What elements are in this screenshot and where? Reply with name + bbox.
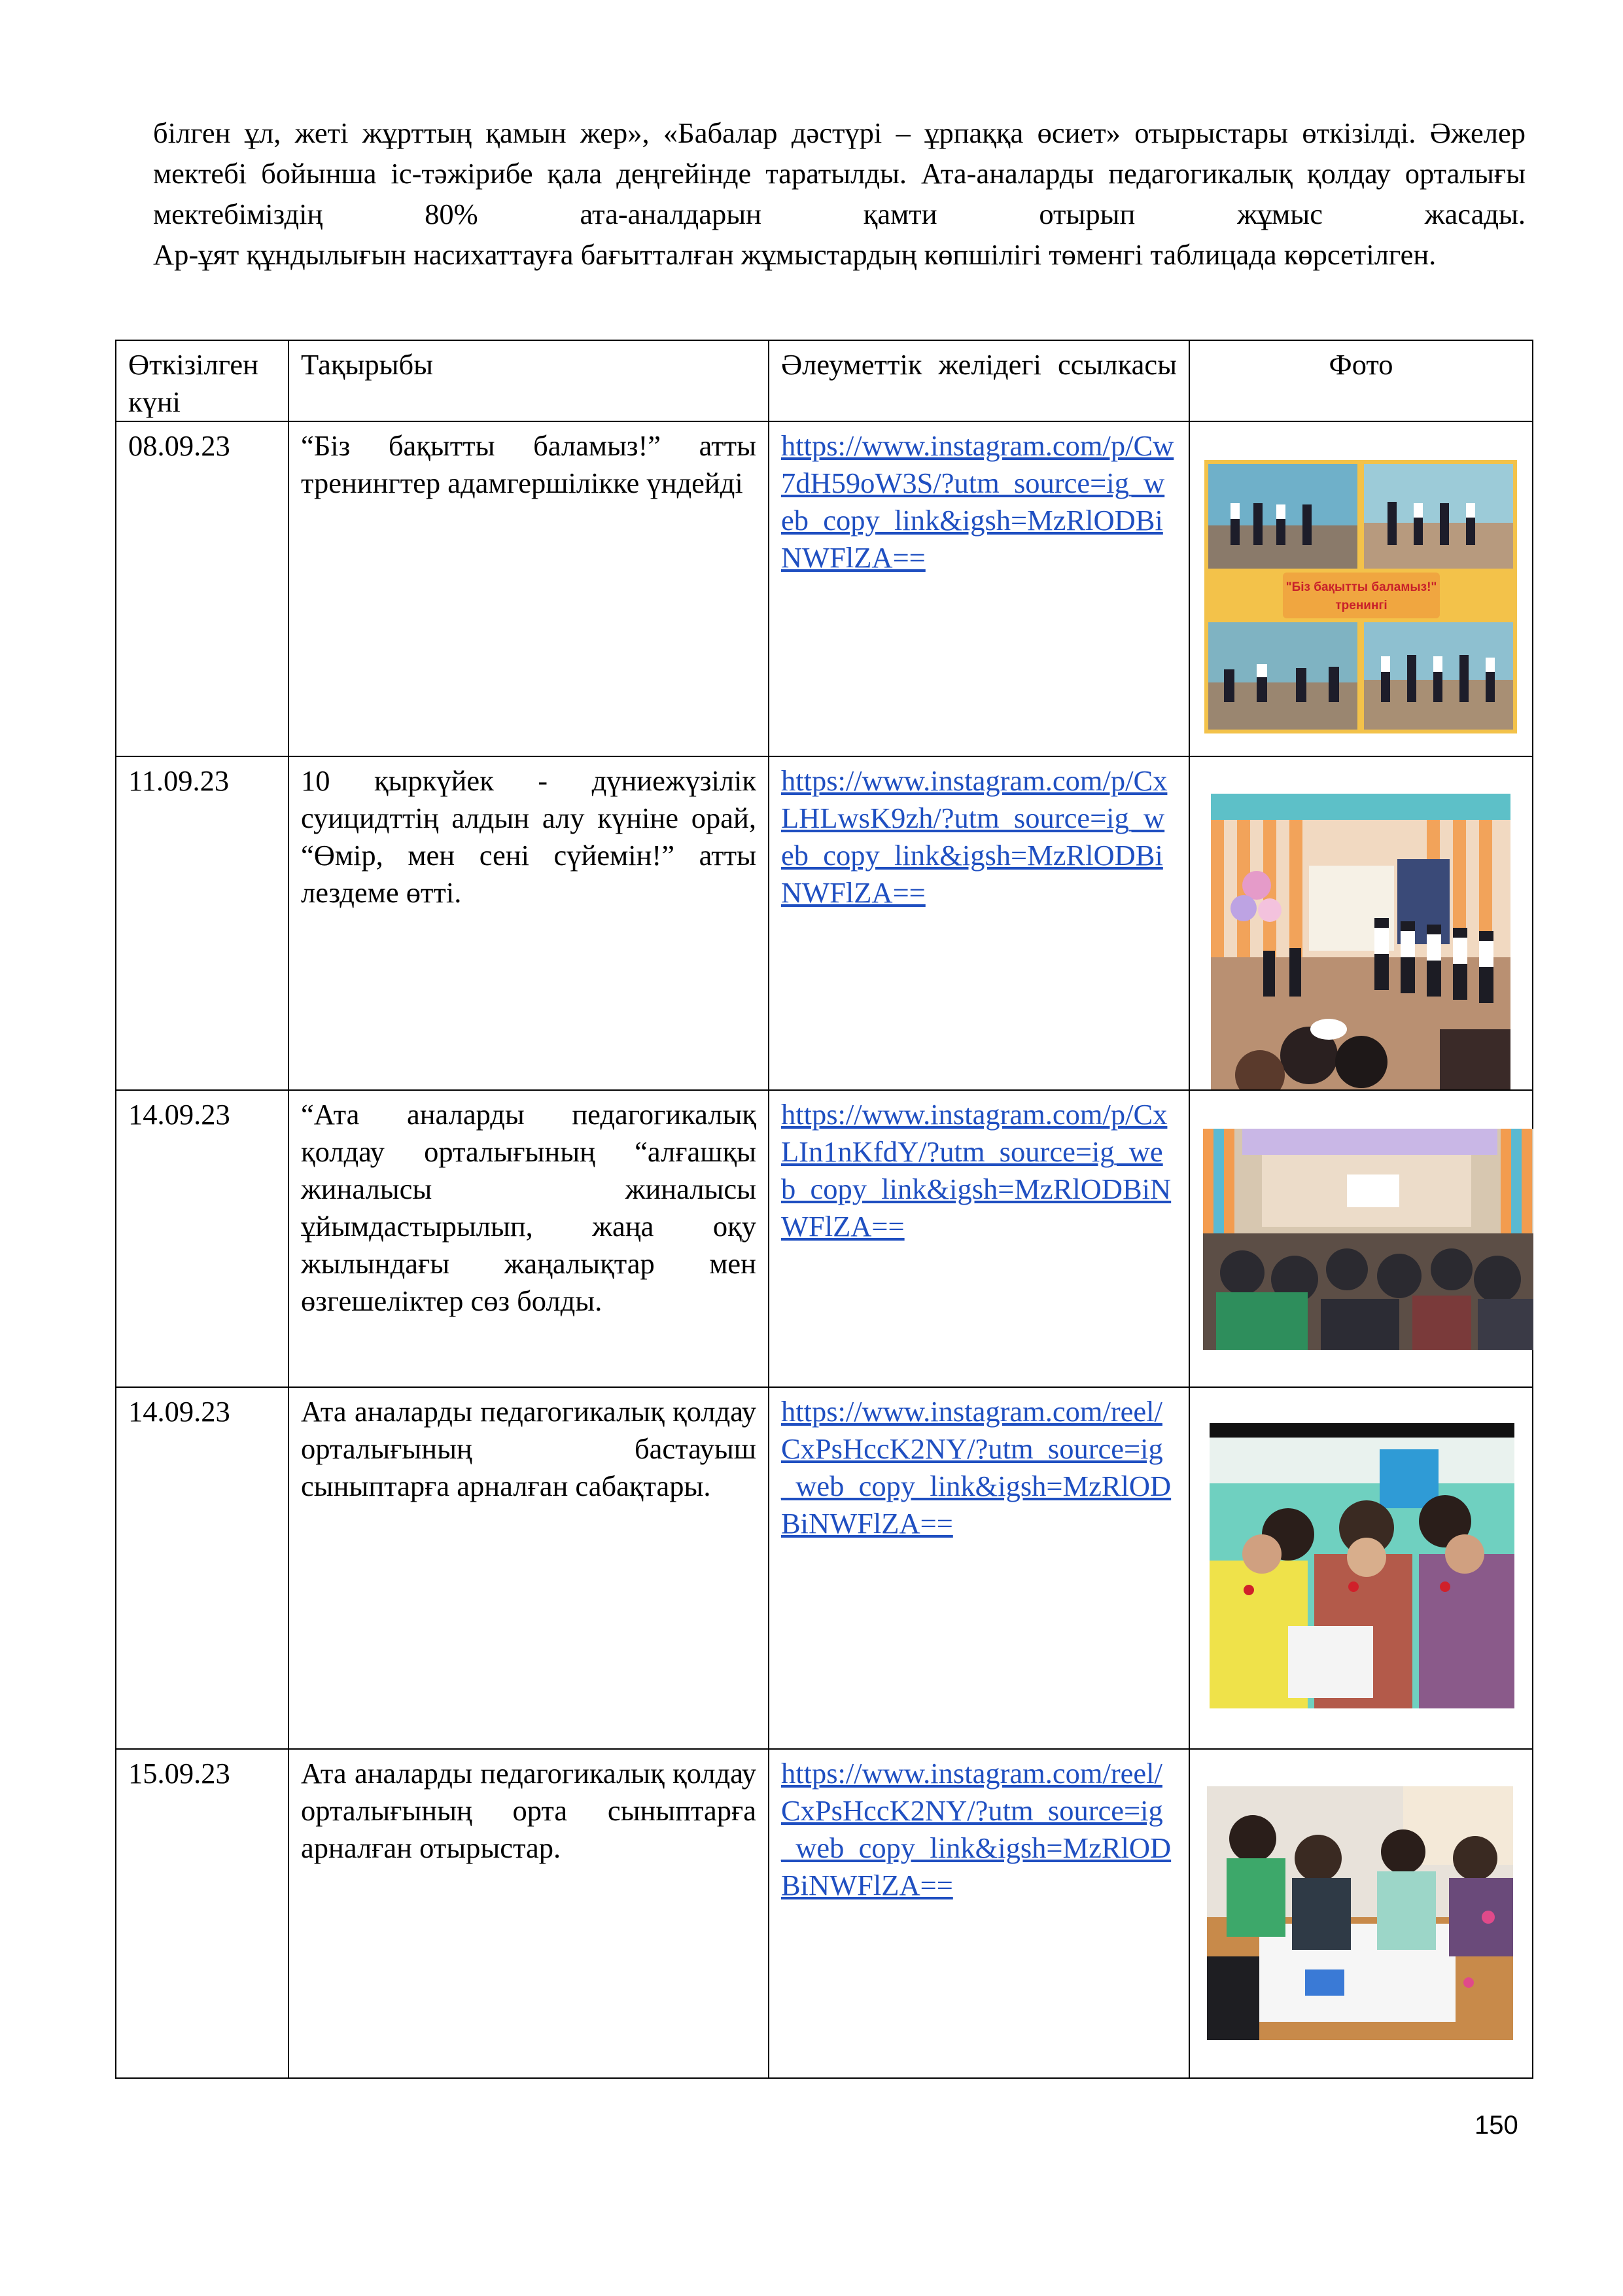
middle-classes-photo-image bbox=[1207, 1786, 1513, 2040]
assembly-photo bbox=[1211, 794, 1510, 1089]
header-link: Әлеуметтік желідегі ссылкасы bbox=[769, 340, 1189, 421]
row-date: 14.09.23 bbox=[116, 1090, 288, 1387]
intro-paragraph-1: білген ұл, жеті жұрттың қамын жер», «Бабалар дәстүрі – ұрпаққа өсиет» отырыстары өткізілді. Әжелер мектебі бойынша іс-тәжірибе қала деңгейінде таратылды. Ата-аналарды педагогикалық қолдау орталығы мектебіміздің 80% ата-аналдарын қамти отырып жұмыс жасады. bbox=[153, 116, 1526, 230]
header-date: Өткізілген күні bbox=[116, 340, 288, 421]
row-date: 08.09.23 bbox=[116, 421, 288, 756]
row-instagram-link[interactable]: https://www.instagram.com/reel/CxPsHccK2NY/?utm_source=ig_web_copy_link&igsh=MzRlODBiNWFlZA== bbox=[781, 1757, 1172, 1901]
training-photo-image bbox=[1204, 460, 1517, 733]
row-date: 11.09.23 bbox=[116, 756, 288, 1090]
row-topic: “Біз бақытты баламыз!” атты тренингтер адамгершілікке үндейді bbox=[288, 421, 769, 756]
events-table bbox=[115, 340, 1533, 2079]
parents-meeting-photo-image bbox=[1203, 1129, 1533, 1350]
row-photo-cell bbox=[1189, 1749, 1533, 2078]
row-instagram-link[interactable]: https://www.instagram.com/p/CxLHLwsK9zh/?utm_source=ig_web_copy_link&igsh=MzRlODBiNWFlZA== bbox=[781, 764, 1168, 909]
row-date: 15.09.23 bbox=[116, 1749, 288, 2078]
table-row bbox=[116, 756, 1533, 1090]
row-instagram-link[interactable]: https://www.instagram.com/p/CxLIn1nKfdY/?utm_source=ig_web_copy_link&igsh=MzRlODBiNWFlZA== bbox=[781, 1098, 1172, 1243]
row-instagram-link[interactable]: https://www.instagram.com/p/Cw7dH59oW3S/?utm_source=ig_web_copy_link&igsh=MzRlODBiNWFlZA== bbox=[781, 429, 1174, 574]
row-topic: Ата аналарды педагогикалық қолдау орталығының бастауыш сыныптарға арналған сабақтары. bbox=[288, 1387, 769, 1749]
primary-classes-photo bbox=[1210, 1423, 1514, 1708]
table-row bbox=[116, 1387, 1533, 1749]
intro-text bbox=[153, 113, 1526, 275]
row-photo-cell bbox=[1189, 1090, 1533, 1387]
table-header-row bbox=[116, 340, 1533, 421]
photo-caption-line1: "Біз бақытты баламыз!" bbox=[1285, 580, 1437, 594]
intro-paragraph-2: Ар-ұят құндылығын насихаттауға бағытталған жұмыстардың көпшілігі төменгі таблицада көрсетілген. bbox=[153, 238, 1437, 271]
row-instagram-link[interactable]: https://www.instagram.com/reel/CxPsHccK2NY/?utm_source=ig_web_copy_link&igsh=MzRlODBiNWFlZA== bbox=[781, 1395, 1172, 1540]
primary-classes-photo-image bbox=[1210, 1423, 1514, 1708]
row-photo-cell bbox=[1189, 756, 1533, 1090]
row-photo-cell bbox=[1189, 1387, 1533, 1749]
row-date: 14.09.23 bbox=[116, 1387, 288, 1749]
row-topic: “Ата аналарды педагогикалық қолдау орталығының “алғашқы жиналысы жиналысы ұйымдастырылып, жаңа оқу жылындағы жаңалықтар мен өзгешеліктер сөз болды. bbox=[288, 1090, 769, 1387]
row-topic: 10 қыркүйек - дүниежүзілік суицидттің алдын алу күніне орай, “Өмір, мен сені сүйемін!” атты лездеме өтті. bbox=[288, 756, 769, 1090]
parents-meeting-photo bbox=[1203, 1129, 1533, 1350]
row-photo-cell bbox=[1189, 421, 1533, 756]
assembly-photo-image bbox=[1211, 794, 1510, 1089]
table-row bbox=[116, 421, 1533, 756]
photo-caption-line2: тренингі bbox=[1335, 599, 1387, 612]
middle-classes-photo bbox=[1207, 1786, 1513, 2040]
table-row bbox=[116, 1090, 1533, 1387]
row-topic: Ата аналарды педагогикалық қолдау орталығының орта сыныптарға арналған отырыстар. bbox=[288, 1749, 769, 2078]
training-photo bbox=[1204, 460, 1517, 733]
header-topic: Тақырыбы bbox=[288, 340, 769, 421]
table-row bbox=[116, 1749, 1533, 2078]
page-number: 150 bbox=[1475, 2111, 1518, 2140]
header-photo: Фото bbox=[1189, 340, 1533, 421]
